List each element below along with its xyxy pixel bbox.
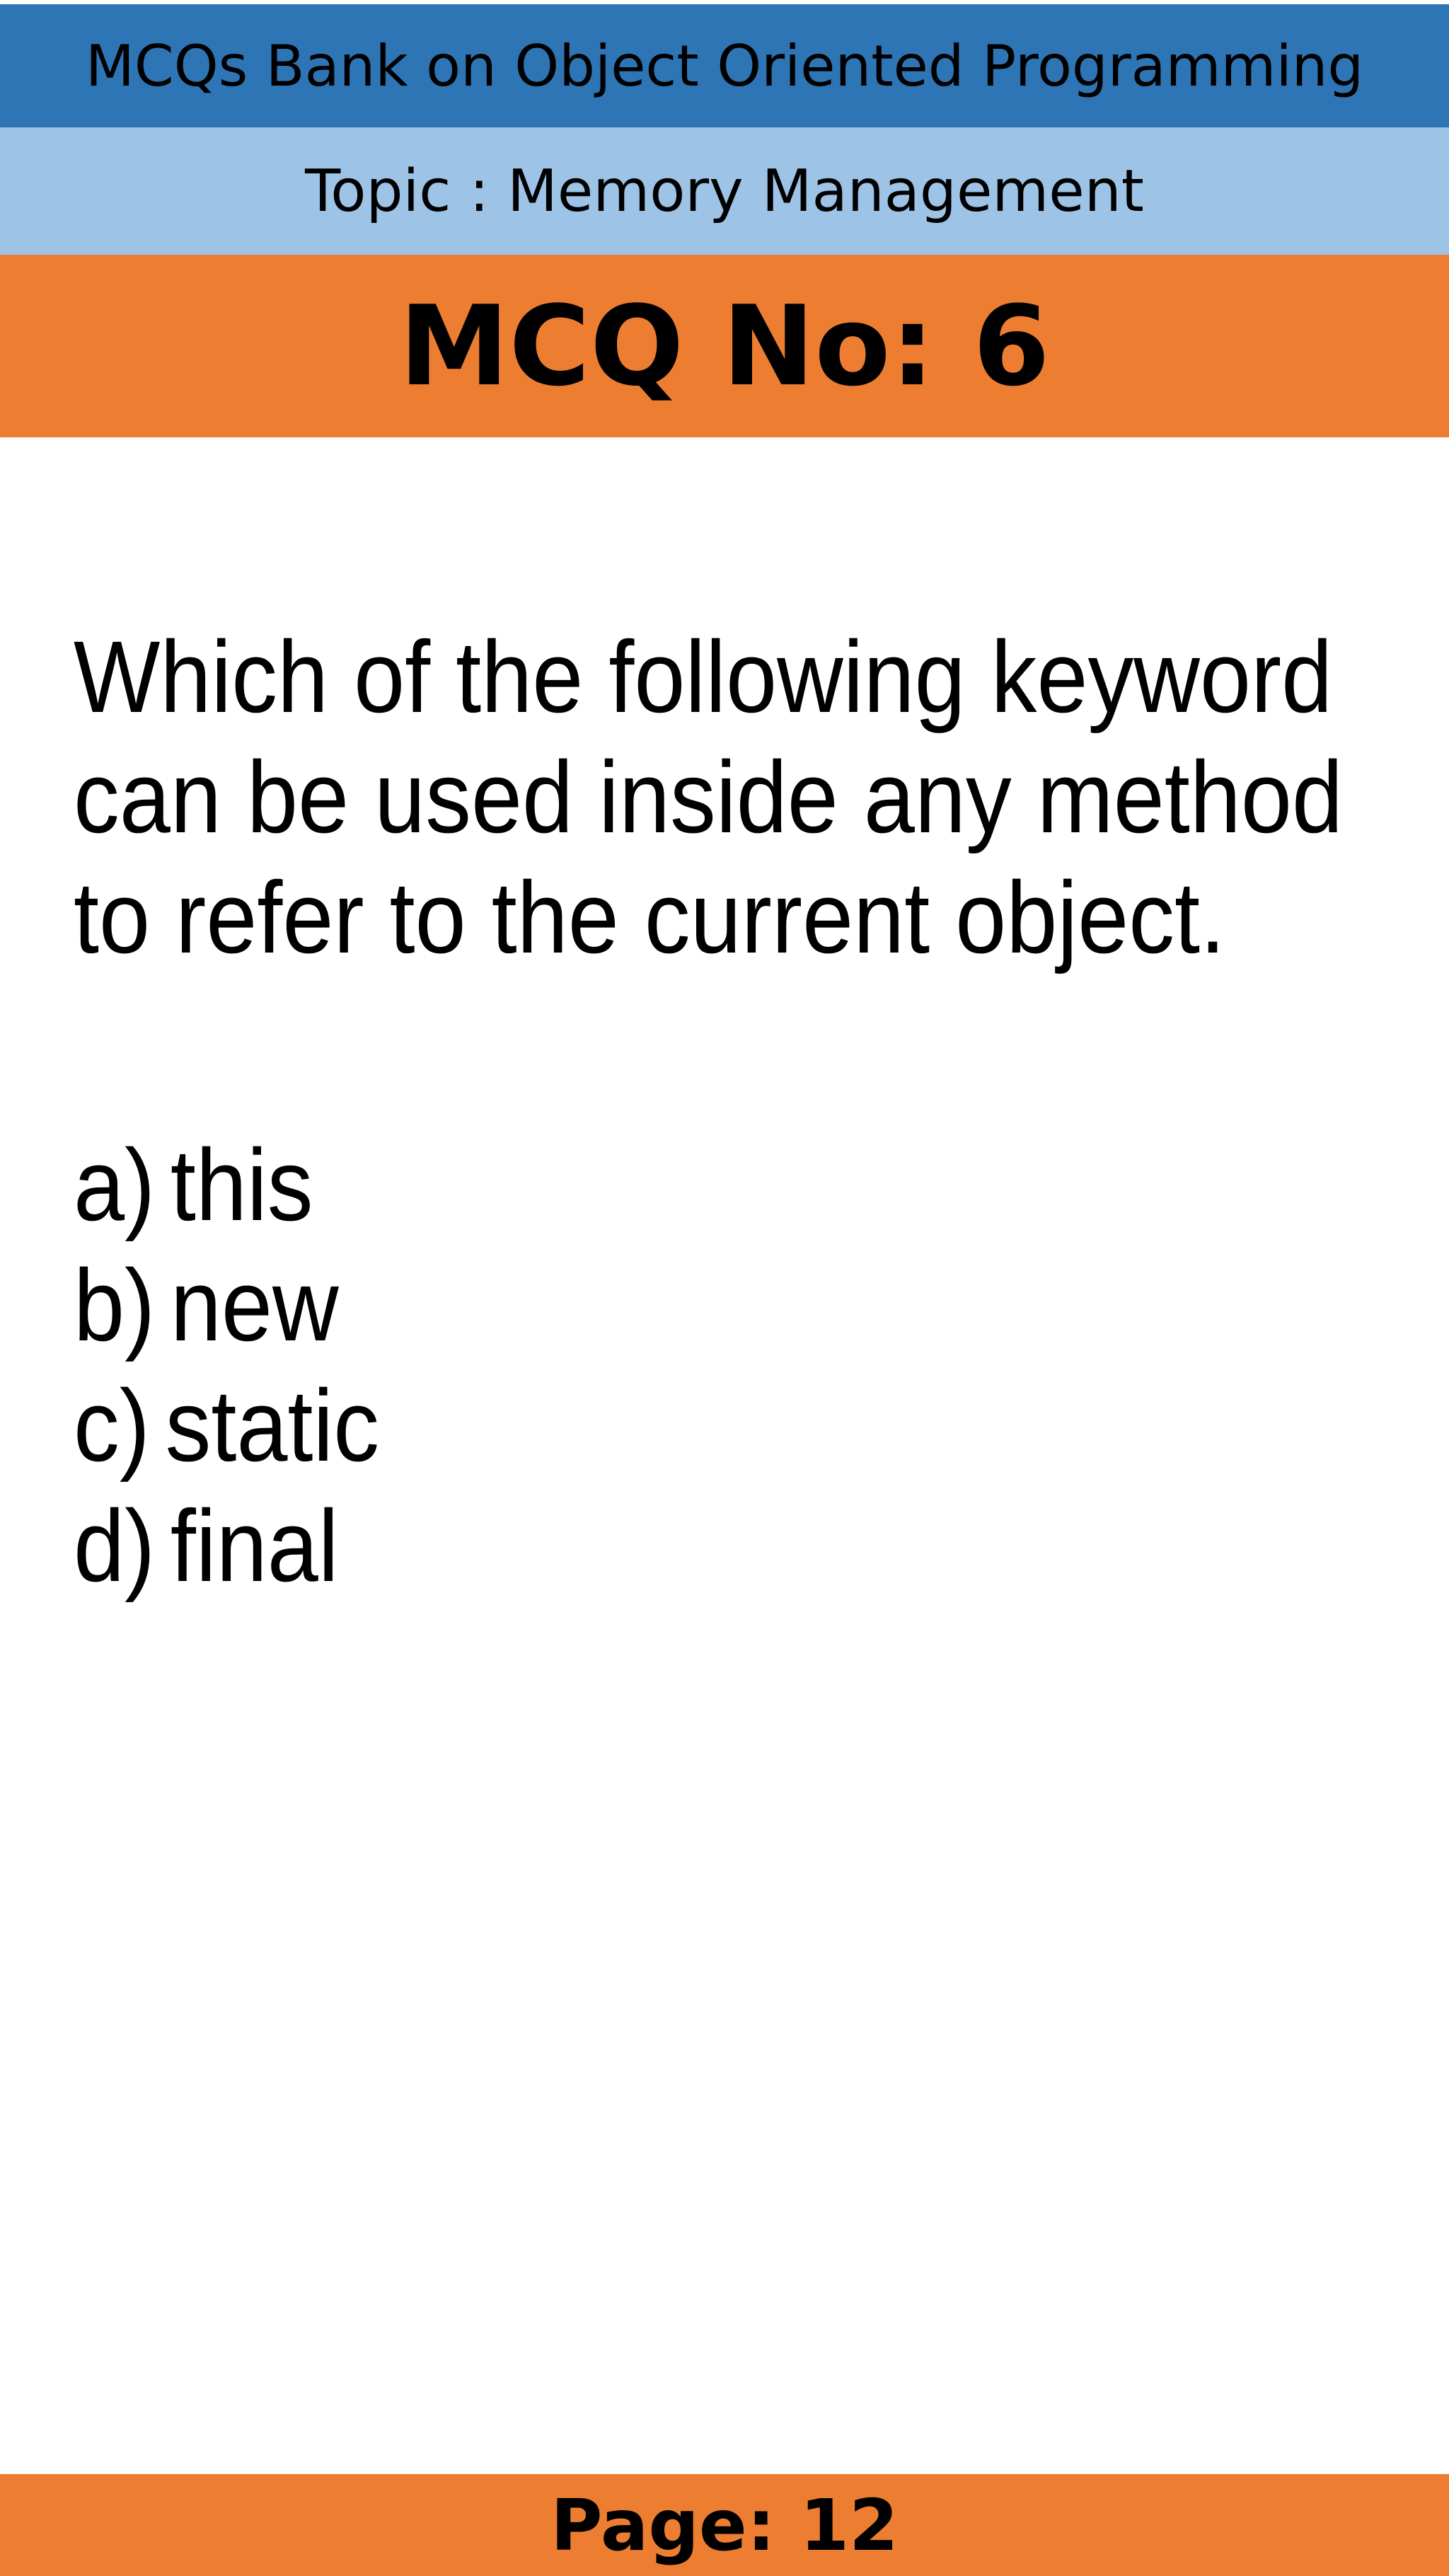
option-text: this	[170, 1128, 313, 1242]
option-letter: a)	[74, 1128, 156, 1242]
option-letter: c)	[74, 1369, 150, 1483]
mcq-number: MCQ No: 6	[399, 282, 1050, 410]
page-number: Page: 12	[550, 2483, 899, 2567]
topic-label: Topic : Memory Management	[305, 157, 1144, 225]
question-text: Which of the following keyword can be used inside any method to refer to the current object.	[74, 620, 1344, 974]
question-block	[74, 617, 1344, 1606]
option-d[interactable]	[74, 1486, 1258, 1606]
option-a[interactable]	[74, 1125, 1258, 1246]
topic-banner	[0, 127, 1449, 255]
options-list	[74, 1125, 1258, 1606]
bank-title: MCQs Bank on Object Oriented Programming	[85, 33, 1364, 99]
option-c[interactable]	[74, 1366, 1258, 1486]
page-number-banner	[0, 2474, 1449, 2576]
bank-title-banner	[0, 0, 1449, 127]
option-text: final	[170, 1489, 339, 1603]
option-b[interactable]	[74, 1246, 1258, 1366]
option-text: new	[170, 1248, 339, 1362]
option-letter: b)	[74, 1248, 156, 1362]
option-text: static	[165, 1369, 380, 1483]
option-letter: d)	[74, 1489, 156, 1603]
mcq-number-banner	[0, 255, 1449, 437]
